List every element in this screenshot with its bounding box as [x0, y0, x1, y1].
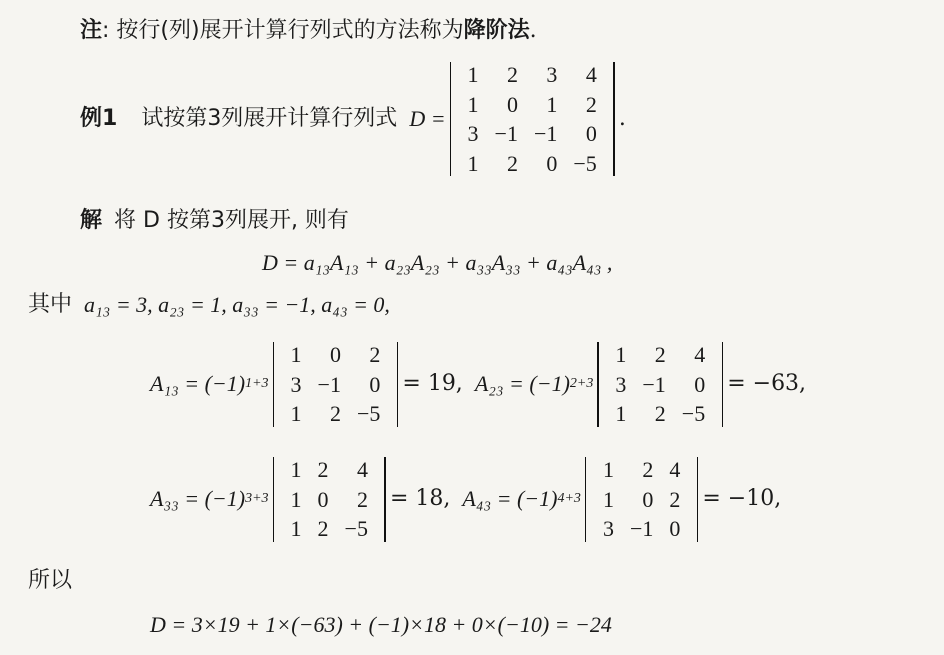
matrix-cell: 2: [642, 457, 654, 482]
matrix-row: [283, 370, 389, 400]
cofactor-determinant: [585, 455, 698, 544]
matrix-cell: 1: [615, 342, 627, 367]
note-end: .: [529, 18, 537, 43]
matrix-cell: −1: [642, 371, 666, 397]
matrix-cell: 3: [615, 371, 627, 397]
example-label: 例1: [80, 105, 118, 131]
matrix-cell: −1: [494, 121, 518, 146]
matrix-row: [283, 340, 389, 370]
matrix-row: [460, 90, 605, 120]
solution-label: 解: [80, 208, 103, 233]
matrix-cell: 0: [317, 486, 329, 512]
matrix-cell: 0: [369, 371, 381, 397]
matrix-cell: 2: [654, 401, 666, 426]
matrix-cell: −1: [533, 121, 558, 146]
matrix-row: [595, 514, 688, 544]
final-result: D = 3×19 + 1×(−63) + (−1)×18 + 0×(−10) = −24: [150, 612, 612, 637]
matrix-row: [460, 149, 605, 179]
matrix-cell: 1: [290, 486, 302, 512]
cofactor-lhs: A₂₃ = (−1): [474, 371, 570, 397]
cofactor-row-2: [150, 455, 781, 544]
matrix-cell: 1: [467, 150, 479, 176]
example-line: [80, 60, 626, 178]
cofactor-matrix: [283, 340, 389, 429]
matrix-cell: 1: [602, 457, 614, 482]
cofactor-matrix: [595, 455, 688, 544]
note-text: : 按行(列)展开计算行列式的方法称为: [102, 18, 464, 43]
matrix-cell: 4: [356, 457, 368, 482]
cofactor-lhs: A₁₃ = (−1): [150, 371, 246, 397]
example-matrix: [460, 60, 605, 178]
matrix-cell: 0: [329, 342, 341, 367]
matrix-cell: 2: [585, 91, 597, 117]
example-determinant: [450, 60, 615, 178]
matrix-cell: 1: [290, 342, 302, 367]
where-line: [28, 292, 390, 318]
cofactor-exponent: 3+3: [245, 490, 269, 506]
matrix-cell: 0: [642, 486, 654, 512]
matrix-cell: 2: [356, 486, 368, 512]
where-values: a₁₃ = 3, a₂₃ = 1, a₃₃ = −1, a₄₃ = 0,: [84, 292, 390, 317]
matrix-cell: −5: [344, 516, 368, 541]
matrix-cell: 0: [694, 371, 706, 397]
cofactor-determinant: [273, 340, 399, 429]
cofactor-result: = 19,: [402, 371, 463, 397]
matrix-cell: 1: [290, 401, 302, 426]
matrix-cell: 4: [585, 62, 597, 87]
matrix-cell: 3: [290, 371, 302, 397]
matrix-row: [595, 485, 688, 515]
matrix-cell: 1: [290, 516, 302, 541]
example-text: 试按第3列展开计算行列式: [141, 105, 398, 131]
matrix-cell: 4: [694, 342, 706, 367]
cofactor-row-1: [150, 340, 806, 429]
example-end: .: [618, 105, 626, 131]
matrix-cell: 1: [615, 401, 627, 426]
matrix-cell: 3: [602, 516, 614, 541]
matrix-cell: 2: [329, 401, 341, 426]
matrix-row: [607, 340, 713, 370]
matrix-row: [595, 455, 688, 485]
note-line: [80, 18, 537, 44]
expansion-formula: D = a₁₃A₁₃ + a₂₃A₂₃ + a₃₃A₃₃ + a₄₃A₄₃ ,: [262, 250, 613, 275]
matrix-cell: 0: [546, 150, 558, 176]
solution-line: [80, 208, 349, 234]
matrix-cell: 3: [546, 62, 558, 87]
matrix-cell: −5: [681, 401, 706, 426]
matrix-cell: 2: [506, 150, 518, 176]
note-label: 注: [80, 18, 103, 43]
matrix-cell: 2: [369, 342, 381, 367]
matrix-cell: 0: [506, 91, 518, 117]
matrix-cell: −5: [573, 150, 597, 176]
solution-text: 将 D 按第3列展开, 则有: [114, 208, 349, 233]
matrix-cell: −1: [317, 371, 341, 397]
cofactor-exponent: 2+3: [569, 375, 594, 391]
matrix-cell: 2: [669, 486, 681, 512]
matrix-cell: 2: [506, 62, 518, 87]
matrix-row: [283, 455, 376, 485]
matrix-row: [607, 370, 713, 400]
matrix-cell: 1: [467, 62, 479, 87]
matrix-cell: 3: [467, 121, 479, 146]
matrix-cell: 2: [317, 457, 329, 482]
example-d-equals: D =: [409, 105, 446, 131]
cofactor-determinant: [597, 340, 723, 429]
matrix-row: [460, 119, 605, 149]
cofactor-matrix: [283, 455, 376, 544]
matrix-row: [283, 485, 376, 515]
matrix-cell: 4: [669, 457, 681, 482]
therefore-line: 所以: [28, 568, 73, 593]
matrix-cell: −1: [629, 516, 654, 541]
matrix-cell: 2: [654, 342, 666, 367]
cofactor-lhs: A₃₃ = (−1): [150, 486, 246, 512]
cofactor-determinant: [273, 455, 386, 544]
matrix-row: [460, 60, 605, 90]
matrix-cell: 1: [467, 91, 479, 117]
matrix-cell: −5: [356, 401, 381, 426]
cofactor-result: = −10,: [702, 486, 782, 512]
matrix-cell: 2: [317, 516, 329, 541]
where-label: 其中: [28, 292, 73, 317]
matrix-row: [607, 399, 713, 429]
matrix-cell: 0: [585, 121, 597, 146]
matrix-row: [283, 399, 389, 429]
cofactor-exponent: 4+3: [557, 490, 581, 506]
cofactor-lhs: A₄₃ = (−1): [462, 486, 558, 512]
matrix-cell: 1: [546, 91, 558, 117]
cofactor-exponent: 1+3: [245, 375, 269, 391]
note-term: 降阶法: [463, 18, 530, 43]
matrix-cell: 1: [290, 457, 302, 482]
cofactor-matrix: [607, 340, 713, 429]
matrix-row: [283, 514, 376, 544]
matrix-cell: 1: [602, 486, 614, 512]
cofactor-result: = −63,: [727, 371, 807, 397]
matrix-cell: 0: [669, 516, 681, 541]
cofactor-result: = 18,: [389, 486, 451, 512]
